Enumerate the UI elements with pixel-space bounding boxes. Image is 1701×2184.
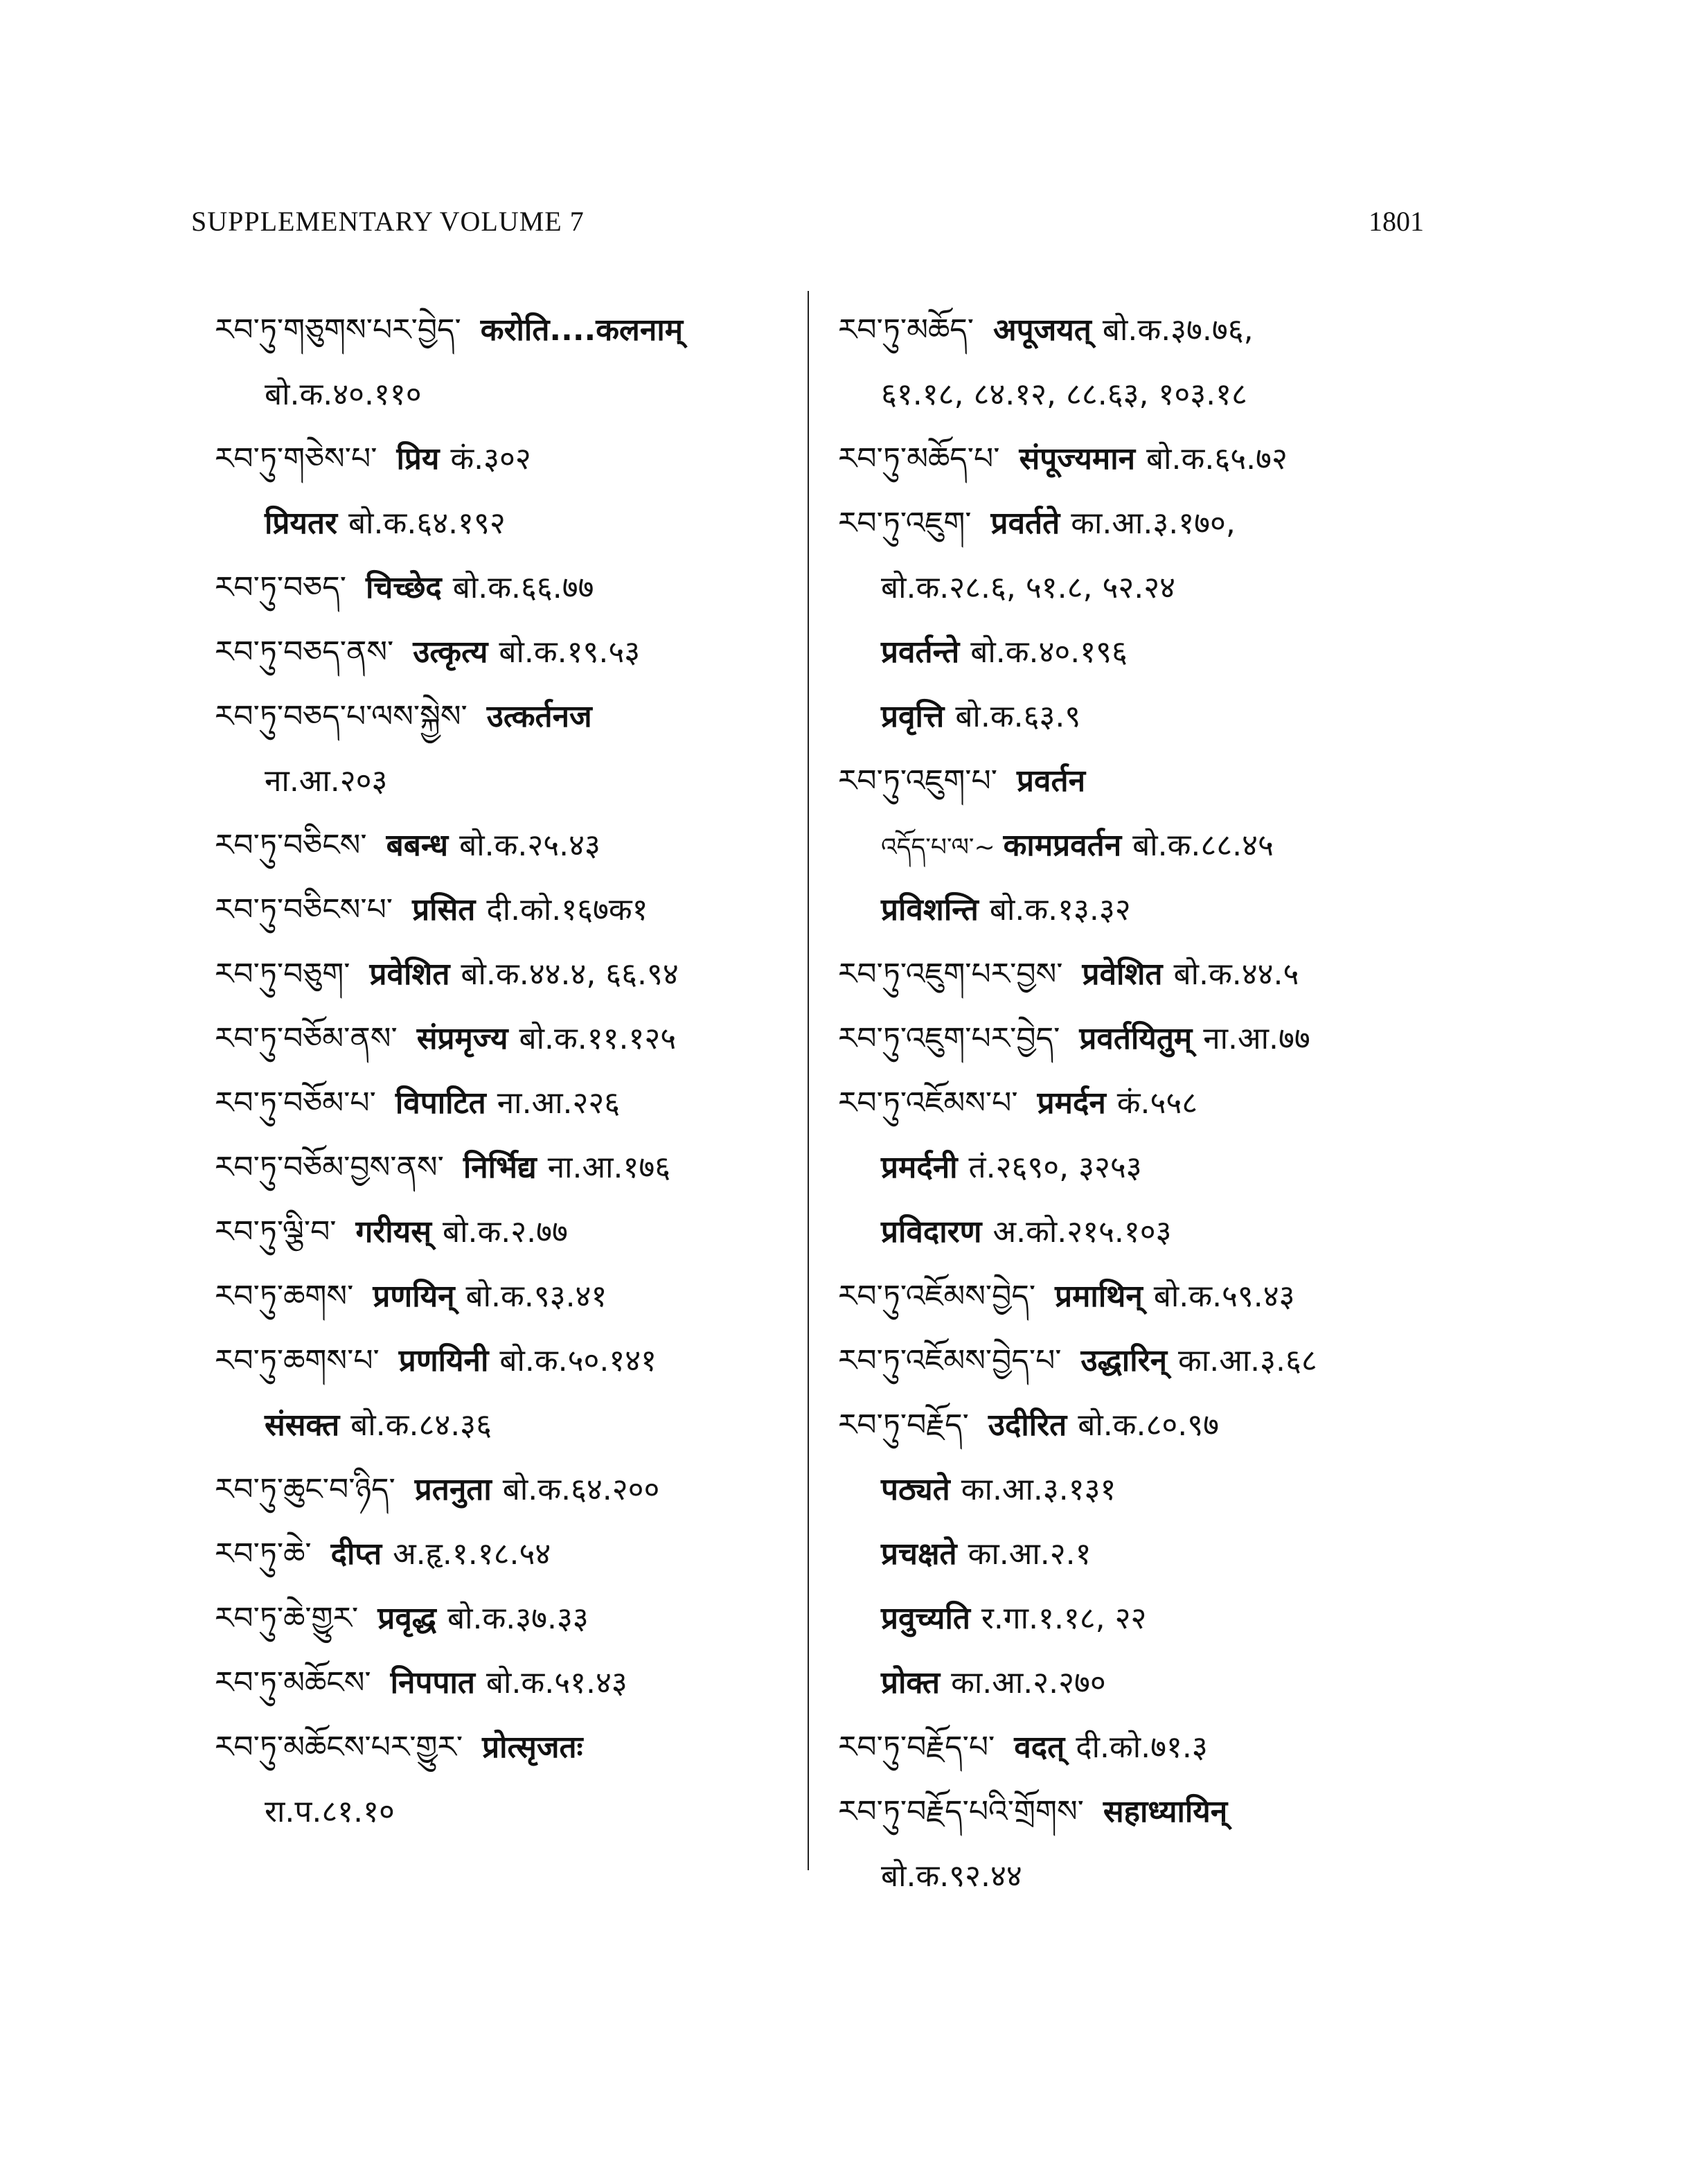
dictionary-subentry	[838, 1586, 1461, 1651]
dictionary-entry	[838, 1715, 1461, 1779]
tibetan-headword: རབ་ཏུ་མཆོད་	[838, 312, 974, 348]
source-reference: बो.क.१३.३२	[989, 892, 1131, 927]
dictionary-subentry	[838, 556, 1461, 620]
dictionary-entry	[215, 1457, 790, 1522]
sanskrit-equivalent: दीप्त	[330, 1536, 382, 1572]
dictionary-entry	[838, 491, 1461, 556]
dictionary-entry	[215, 427, 790, 491]
source-reference: बो.क.६५.७२	[1146, 441, 1288, 477]
source-reference: बो.क.५१.४३	[486, 1665, 627, 1701]
tibetan-headword: རབ་ཏུ་མཆོངས་པར་གྱུར་	[215, 1730, 463, 1765]
tibetan-headword: རབ་ཏུ་ཆུང་བ་ཉིད་	[215, 1472, 395, 1507]
tibetan-headword: རབ་ཏུ་འཇུག་	[838, 506, 972, 541]
dictionary-entry	[215, 298, 790, 362]
sanskrit-equivalent: प्रमर्दन	[1037, 1085, 1106, 1121]
tibetan-headword: རབ་ཏུ་འཇུག་པ་	[838, 763, 997, 799]
tibetan-headword: རབ་ཏུ་འཇོམས་བྱེད་	[838, 1279, 1036, 1314]
left-column	[215, 298, 790, 1891]
dictionary-entry	[838, 1779, 1461, 1844]
tibetan-headword: རབ་ཏུ་འཇོམས་པ་	[838, 1085, 1018, 1121]
sanskrit-equivalent: प्रवर्तन्ते	[881, 634, 960, 670]
sanskrit-equivalent: प्रणयिनी	[398, 1343, 489, 1378]
dictionary-entry	[215, 878, 790, 942]
source-reference: बो.क.४४.५	[1173, 957, 1299, 992]
sanskrit-equivalent: प्रविशन्ति	[881, 892, 979, 927]
dictionary-entry	[215, 620, 790, 684]
running-head: SUPPLEMENTARY VOLUME 7	[191, 206, 585, 237]
sanskrit-equivalent: प्रवेशित	[1082, 957, 1163, 992]
dictionary-entry	[215, 1651, 790, 1715]
page-number: 1801	[1369, 206, 1424, 237]
sanskrit-equivalent: प्रवुच्यति	[881, 1601, 970, 1636]
page-header	[191, 205, 1424, 247]
sanskrit-equivalent: प्रविदारण	[881, 1214, 982, 1250]
sanskrit-equivalent: प्रमर्दनी	[881, 1150, 958, 1185]
right-column	[838, 298, 1461, 1894]
dictionary-entry	[838, 1006, 1461, 1071]
source-reference: बो.क.३७.३३	[447, 1601, 589, 1636]
tibetan-headword: རབ་ཏུ་བཅོམ་པ་	[215, 1085, 376, 1121]
tibetan-headword: རབ་ཏུ་བཅད་པ་ལས་སྐྱེས་	[215, 699, 467, 734]
dictionary-subentry	[838, 1844, 1461, 1908]
tibetan-headword: རབ་ཏུ་བརྗོད་	[838, 1408, 969, 1443]
sanskrit-equivalent: बबन्ध	[386, 828, 449, 863]
dictionary-entry	[215, 1586, 790, 1651]
source-reference: कं.५५८	[1116, 1085, 1198, 1121]
tibetan-headword: རབ་ཏུ་བརྗོད་པ་	[838, 1730, 995, 1765]
tibetan-headword: རབ་ཏུ་བཅད་	[215, 570, 346, 605]
source-reference: तं.२६९०, ३२५३	[968, 1150, 1142, 1185]
source-reference: ना.आ.२०३	[265, 763, 388, 799]
tibetan-headword: རབ་ཏུ་འཇུག་པར་བྱས་	[838, 957, 1063, 992]
source-reference: बो.क.८०.९७	[1078, 1408, 1220, 1443]
dictionary-subentry	[838, 1651, 1461, 1715]
sanskrit-equivalent: प्रसित	[412, 892, 476, 927]
dictionary-subentry	[838, 1200, 1461, 1264]
dictionary-subentry	[838, 878, 1461, 942]
dictionary-entry	[215, 1329, 790, 1393]
dictionary-entry	[215, 1522, 790, 1586]
source-reference: बो.क.८८.४५	[1132, 828, 1274, 863]
sanskrit-equivalent: उदीरित	[988, 1408, 1067, 1443]
dictionary-subentry	[838, 684, 1461, 749]
dictionary-entry	[215, 1135, 790, 1200]
source-reference: र.गा.१.१८, २२	[981, 1601, 1147, 1636]
dictionary-subentry	[838, 1457, 1461, 1522]
source-reference: का.आ.२.२७०	[951, 1665, 1106, 1701]
source-reference: ६१.१८, ८४.१२, ८८.६३, १०३.१८	[881, 377, 1247, 412]
dictionary-entry	[838, 1393, 1461, 1457]
sanskrit-equivalent: संपूज्यमान	[1019, 441, 1136, 477]
tibetan-headword: རབ་ཏུ་ཆགས་	[215, 1279, 354, 1314]
source-reference: का.आ.३.१३१	[961, 1472, 1116, 1507]
sanskrit-equivalent: निपपात	[390, 1665, 475, 1701]
source-reference: बो.क.४०.१९६	[970, 634, 1128, 670]
source-reference: का.आ.३.६८	[1178, 1343, 1317, 1378]
source-reference: बो.क.९२.४४	[881, 1858, 1022, 1894]
sanskrit-equivalent: करोति....कलनाम्	[480, 312, 684, 348]
source-reference: बो.क.४४.४, ६६.९४	[461, 957, 679, 992]
sanskrit-equivalent: संप्रमृज्य	[416, 1021, 508, 1056]
source-reference: बो.क.६६.७७	[452, 570, 594, 605]
sanskrit-equivalent: चिच्छेद	[366, 570, 442, 605]
dictionary-entry	[838, 1264, 1461, 1329]
sanskrit-equivalent: गरीयस्	[355, 1214, 431, 1250]
sanskrit-equivalent: प्रोक्त	[881, 1665, 941, 1701]
sanskrit-equivalent: प्रवर्तते	[990, 506, 1060, 541]
source-reference: अ.हृ.१.१८.५४	[393, 1536, 551, 1572]
source-reference: दी.को.१६७क१	[486, 892, 648, 927]
column-divider	[808, 291, 809, 1870]
dictionary-subentry	[838, 1522, 1461, 1586]
tibetan-headword: རབ་ཏུ་ཆེ་གྱུར་	[215, 1601, 359, 1636]
dictionary-entry	[838, 942, 1461, 1006]
sanskrit-equivalent: प्रोत्सृजतः	[482, 1730, 583, 1765]
dictionary-subentry	[215, 749, 790, 813]
sanskrit-equivalent: प्रवृद्ध	[377, 1601, 436, 1636]
source-reference: बो.क.६४.१९२	[348, 506, 506, 541]
sanskrit-equivalent: विपाटित	[395, 1085, 486, 1121]
tibetan-headword: རབ་ཏུ་འཇུག་པར་བྱེད་	[838, 1021, 1060, 1056]
source-reference: बो.क.८४.३६	[350, 1408, 492, 1443]
sanskrit-equivalent: वदत्	[1014, 1730, 1065, 1765]
dictionary-entry	[215, 556, 790, 620]
source-reference: अ.को.२१५.१०३	[992, 1214, 1172, 1250]
sanskrit-equivalent: प्रमाथिन्	[1055, 1279, 1143, 1314]
tibetan-headword: རབ་ཏུ་ཆགས་པ་	[215, 1343, 380, 1378]
sanskrit-equivalent: निर्भिद्य	[463, 1150, 537, 1185]
source-reference: बो.क.९३.४१	[465, 1279, 607, 1314]
source-reference: बो.क.५९.४३	[1153, 1279, 1295, 1314]
tibetan-headword: རབ་ཏུ་འཇོམས་བྱེད་པ་	[838, 1343, 1062, 1378]
dictionary-subentry	[215, 1779, 790, 1844]
sanskrit-equivalent: प्रणयिन्	[373, 1279, 455, 1314]
source-reference: बो.क.१९.५३	[499, 634, 641, 670]
source-reference: रा.प.८१.१०	[265, 1794, 395, 1829]
source-reference: बो.क.६३.९	[955, 699, 1081, 734]
sanskrit-equivalent: पठ्यते	[881, 1472, 950, 1507]
dictionary-entry	[838, 427, 1461, 491]
source-reference: का.आ.२.१	[968, 1536, 1092, 1572]
tibetan-headword: རབ་ཏུ་བཅིངས་	[215, 828, 367, 863]
dictionary-entry	[215, 684, 790, 749]
sanskrit-equivalent: प्रचक्षते	[881, 1536, 957, 1572]
sanskrit-equivalent: उत्कर्तनज	[486, 699, 592, 734]
tibetan-headword: རབ་ཏུ་ལྕི་བ་	[215, 1214, 337, 1250]
dictionary-subentry	[215, 1393, 790, 1457]
source-reference: बो.क.२.७७	[442, 1214, 568, 1250]
dictionary-entry	[215, 1264, 790, 1329]
dictionary-subentry	[838, 620, 1461, 684]
dictionary-entry	[838, 298, 1461, 362]
sanskrit-equivalent: प्रियतर	[265, 506, 338, 541]
source-reference: का.आ.३.१७०,	[1071, 506, 1236, 541]
dictionary-entry	[215, 813, 790, 878]
sanskrit-equivalent: प्रवृत्ति	[881, 699, 945, 734]
dictionary-entry	[215, 942, 790, 1006]
sanskrit-equivalent: उद्धारिन्	[1080, 1343, 1168, 1378]
tibetan-headword: རབ་ཏུ་མཆོད་པ་	[838, 441, 1000, 477]
dictionary-subentry	[838, 1135, 1461, 1200]
tibetan-headword: རབ་ཏུ་གཅུགས་པར་བྱེད་	[215, 312, 461, 348]
tibetan-headword: རབ་ཏུ་བཅོམ་བྱས་ནས་	[215, 1150, 444, 1185]
tibetan-headword: རབ་ཏུ་བརྗོད་པའི་གྲོགས་	[838, 1794, 1084, 1829]
sanskrit-equivalent: अपूजयत्	[993, 312, 1092, 348]
source-reference: बो.क.३७.७६,	[1102, 312, 1254, 348]
dictionary-subentry	[215, 491, 790, 556]
dictionary-entry	[215, 1006, 790, 1071]
source-reference: कं.३०२	[450, 441, 531, 477]
sanskrit-equivalent: कामप्रवर्तन	[1003, 828, 1122, 863]
source-reference: बो.क.२८.६, ५१.८, ५२.२४	[881, 570, 1175, 605]
source-reference: ना.आ.७७	[1203, 1021, 1310, 1056]
tibetan-headword: རབ་ཏུ་ཆེ་	[215, 1536, 312, 1572]
tibetan-headword: རབ་ཏུ་བཅོམ་ནས་	[215, 1021, 398, 1056]
dictionary-entry	[838, 1071, 1461, 1135]
dictionary-subentry	[215, 362, 790, 427]
dictionary-entry	[215, 1200, 790, 1264]
sanskrit-equivalent: प्रवेशित	[369, 957, 450, 992]
source-reference: बो.क.११.१२५	[519, 1021, 677, 1056]
sanskrit-equivalent: प्रतनुता	[414, 1472, 492, 1507]
sanskrit-equivalent: उत्कृत्य	[413, 634, 488, 670]
source-reference: ना.आ.१७६	[547, 1150, 671, 1185]
source-reference: दी.को.७१.३	[1076, 1730, 1208, 1765]
tibetan-headword: རབ་ཏུ་མཆོངས་	[215, 1665, 371, 1701]
tibetan-headword: རབ་ཏུ་བཅིངས་པ་	[215, 892, 393, 927]
sanskrit-equivalent: प्रवर्तयितुम्	[1079, 1021, 1193, 1056]
dictionary-subentry	[838, 813, 1461, 878]
tibetan-headword: རབ་ཏུ་བཅུག་	[215, 957, 350, 992]
source-reference: बो.क.४०.११०	[265, 377, 422, 412]
source-reference: बो.क.६४.२००	[502, 1472, 660, 1507]
sanskrit-equivalent: संसक्त	[265, 1408, 340, 1443]
dictionary-entry	[215, 1715, 790, 1779]
sanskrit-equivalent: प्रिय	[396, 441, 440, 477]
source-reference: ना.आ.२२६	[497, 1085, 621, 1121]
tibetan-headword: རབ་ཏུ་བཅད་ནས་	[215, 634, 394, 670]
sanskrit-equivalent: सहाध्यायिन्	[1103, 1794, 1228, 1829]
dictionary-subentry	[838, 362, 1461, 427]
sanskrit-equivalent: प्रवर्तन	[1017, 763, 1085, 799]
source-reference: बो.क.५०.१४१	[499, 1343, 657, 1378]
source-reference: बो.क.२५.४३	[459, 828, 600, 863]
dictionary-entry	[215, 1071, 790, 1135]
tibetan-compound: འདོད་པ་ལ་~	[881, 833, 995, 862]
dictionary-entry	[838, 1329, 1461, 1393]
tibetan-headword: རབ་ཏུ་གཅེས་པ་	[215, 441, 377, 477]
dictionary-entry	[838, 749, 1461, 813]
